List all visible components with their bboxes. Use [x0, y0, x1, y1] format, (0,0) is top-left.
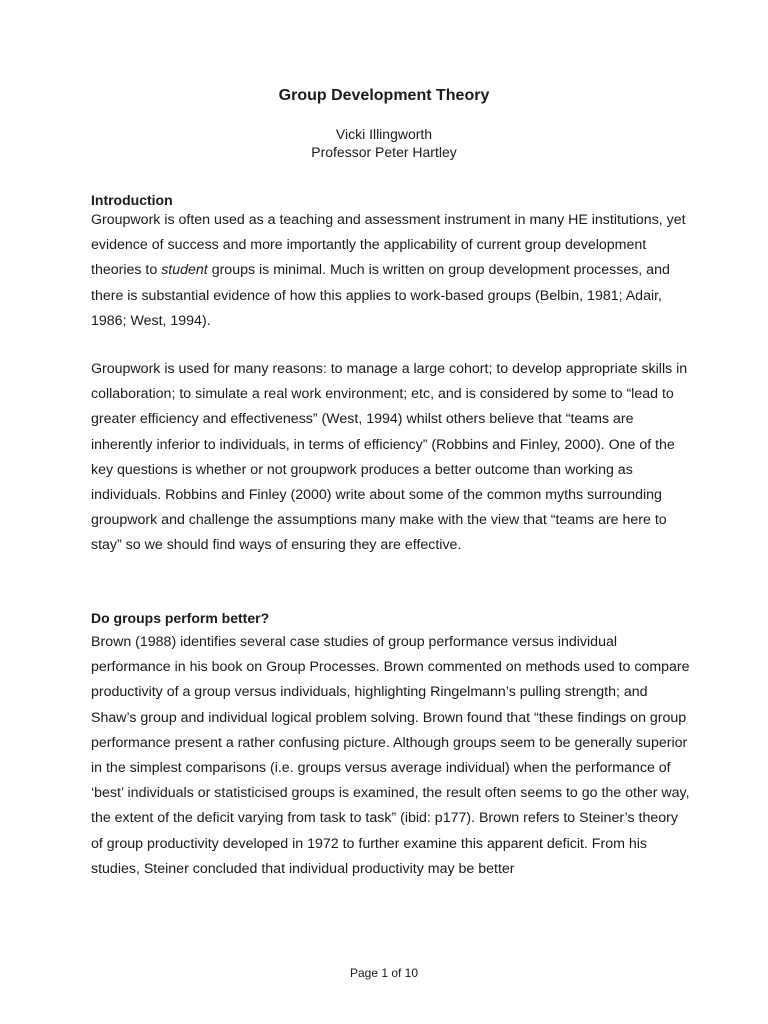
author-name: Vicki Illingworth — [335, 126, 433, 142]
body-paragraph — [91, 208, 691, 334]
emphasized-text: student — [161, 262, 208, 279]
body-paragraph: Groupwork is used for many reasons: to manage a large cohort; to develop appropriate skills in collaboration; to simulate a real work environment; etc, and is considered by some to “lead to greater efficiency and effectiveness” (West, 1994) whilst others believe that “teams are inherently inferior to individuals, in terms of efficiency” (Robbins and Finley, 2000). One of the key questions is whether or not groupwork produces a better outcome than working as individuals. Robbins and Finley (2000) write about some of the common myths surrounding groupwork and challenge the assumptions many make with the view that “teams are here to stay” so we should find ways of ensuring they are effective. — [91, 361, 688, 554]
section-heading: Introduction — [91, 192, 173, 208]
groups-perform-section — [91, 609, 691, 882]
page-number: Page 1 of 10 — [349, 966, 419, 980]
document-title: Group Development Theory — [278, 87, 490, 104]
author-name: Professor Peter Hartley — [311, 144, 457, 160]
introduction-continued — [91, 357, 691, 559]
paragraph-text: Groupwork is often used as a teaching and assessment instrument in many HE institutions, yet evidence of success and more importantly the applicability of current group development theories to — [91, 212, 686, 279]
body-paragraph: Brown (1988) identifies several case studies of group performance versus individual performance in his book on Group Processes. Brown commented on methods used to compare productivity of a group versus individuals, highlighting Ringelmann’s pulling strength; and Shaw’s group and individual logical problem solving. Brown found that “these findings on group performance present a rather confusing picture. Although groups seem to be generally superior in the simplest comparisons (i.e. groups versus average individual) when the performance of ‘best’ individuals or statisticised groups is examined, the result often seems to go the other way, the extent of the deficit varying from task to task” (ibid: p177). Brown refers to Steiner’s theory of group productivity developed in 1972 to further examine this apparent deficit. From his studies, Steiner concluded that individual productivity may be better — [91, 634, 690, 877]
section-heading: Do groups perform better? — [91, 610, 270, 626]
author-list — [0, 125, 768, 161]
introduction-section — [91, 191, 691, 334]
paragraph-text: groups is minimal. Much is written on group development processes, and there is substantial evidence of how this applies to work-based groups (Belbin, 1981; Adair, 1986; West, 1994). — [91, 262, 670, 329]
